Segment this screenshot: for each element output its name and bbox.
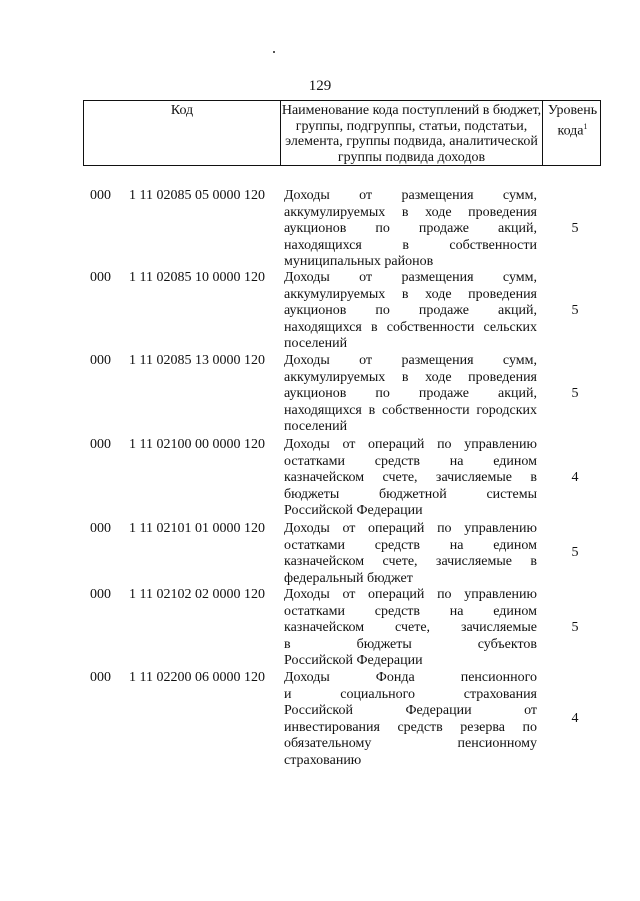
scan-speck	[273, 51, 275, 53]
row-description	[284, 270, 537, 353]
row-description-line: Доходы от размещения сумм,	[284, 270, 537, 285]
row-description-line: Российской Федерации	[284, 503, 423, 518]
row-description-line: федеральный бюджет	[284, 570, 413, 586]
row-code: 1 11 02100 00 0000 120	[129, 437, 265, 452]
row-description-line: обязательному пенсионному	[284, 736, 537, 751]
row-description-line: казначейском счете, зачисляемые	[284, 620, 537, 635]
row-description-line: Доходы Фонда пенсионного	[284, 670, 537, 685]
row-description-line: Доходы от размещения сумм,	[284, 188, 537, 203]
row-description-line: Доходы от операций по управлению	[284, 587, 537, 602]
row-description-line: казначейском счете, зачисляемые в	[284, 554, 537, 569]
row-code: 1 11 02102 02 0000 120	[129, 587, 265, 602]
row-prefix: 000	[90, 587, 111, 602]
row-level: 5	[571, 221, 579, 236]
row-level: 5	[571, 545, 579, 560]
row-level: 5	[571, 620, 579, 635]
row-prefix: 000	[90, 437, 111, 452]
row-prefix: 000	[90, 353, 111, 368]
row-description-line: Доходы от размещения сумм,	[284, 353, 537, 368]
row-description	[284, 587, 537, 670]
page-number: 129	[308, 78, 332, 94]
row-code: 1 11 02085 05 0000 120	[129, 188, 265, 203]
row-description-line: инвестирования средств резерва по	[284, 719, 537, 735]
row-description-line: находящихся в собственности городских	[284, 402, 537, 418]
row-description-line: аккумулируемых в ходе проведения	[284, 369, 537, 385]
row-description	[284, 437, 537, 520]
header-level	[543, 101, 602, 165]
row-description	[284, 353, 537, 436]
table-header	[83, 100, 601, 166]
header-name	[281, 101, 543, 165]
row-description-line: аккумулируемых в ходе проведения	[284, 204, 537, 220]
row-level: 4	[571, 711, 579, 726]
row-description-line: поселений	[284, 419, 348, 434]
row-code: 1 11 02101 01 0000 120	[129, 521, 265, 536]
row-level: 4	[571, 470, 579, 485]
row-prefix: 000	[90, 270, 111, 285]
row-description-line: в бюджеты субъектов	[284, 636, 537, 652]
header-level-footnote: 1	[583, 121, 588, 131]
row-prefix: 000	[90, 188, 111, 203]
row-description-line: аукционов по продаже акций,	[284, 221, 537, 236]
row-level: 5	[571, 386, 579, 401]
row-code: 1 11 02085 10 0000 120	[129, 270, 265, 285]
row-level: 5	[571, 303, 579, 318]
row-description-line: остатками средств на едином	[284, 537, 537, 553]
row-description-line: казначейском счете, зачисляемые в	[284, 470, 537, 485]
row-prefix: 000	[90, 521, 111, 536]
row-description-line: страхованию	[284, 752, 362, 768]
row-description-line: Доходы от операций по управлению	[284, 521, 537, 536]
row-description	[284, 188, 537, 271]
row-description-line: поселений	[284, 336, 348, 351]
row-description-line: муниципальных районов	[284, 254, 434, 269]
row-code: 1 11 02085 13 0000 120	[129, 353, 265, 368]
header-name-label: Наименование кода поступлений в бюджет, группы, подгруппы, статьи, подстатьи, элемента, группы подвида, аналитической группы подвида доходов	[281, 103, 542, 165]
row-description-line: аукционов по продаже акций,	[284, 386, 537, 401]
row-code: 1 11 02200 06 0000 120	[129, 670, 265, 685]
row-description-line: аукционов по продаже акций,	[284, 303, 537, 318]
row-description	[284, 521, 537, 587]
row-description-line: находящихся в собственности	[284, 237, 537, 253]
row-description-line: находящихся в собственности сельских	[284, 319, 537, 335]
header-code-label: Код	[170, 103, 194, 118]
row-prefix: 000	[90, 670, 111, 685]
header-code	[84, 101, 281, 165]
row-description-line: и социального страхования	[284, 686, 537, 702]
row-description-line: Российской Федерации от	[284, 703, 537, 718]
row-description-line: Российской Федерации	[284, 653, 423, 668]
header-level-label: Уровень кода	[547, 103, 598, 139]
row-description-line: аккумулируемых в ходе проведения	[284, 286, 537, 302]
row-description	[284, 670, 537, 769]
row-description-line: бюджеты бюджетной системы	[284, 486, 537, 502]
row-description-line: остатками средств на едином	[284, 453, 537, 469]
row-description-line: Доходы от операций по управлению	[284, 437, 537, 452]
row-description-line: остатками средств на едином	[284, 603, 537, 619]
